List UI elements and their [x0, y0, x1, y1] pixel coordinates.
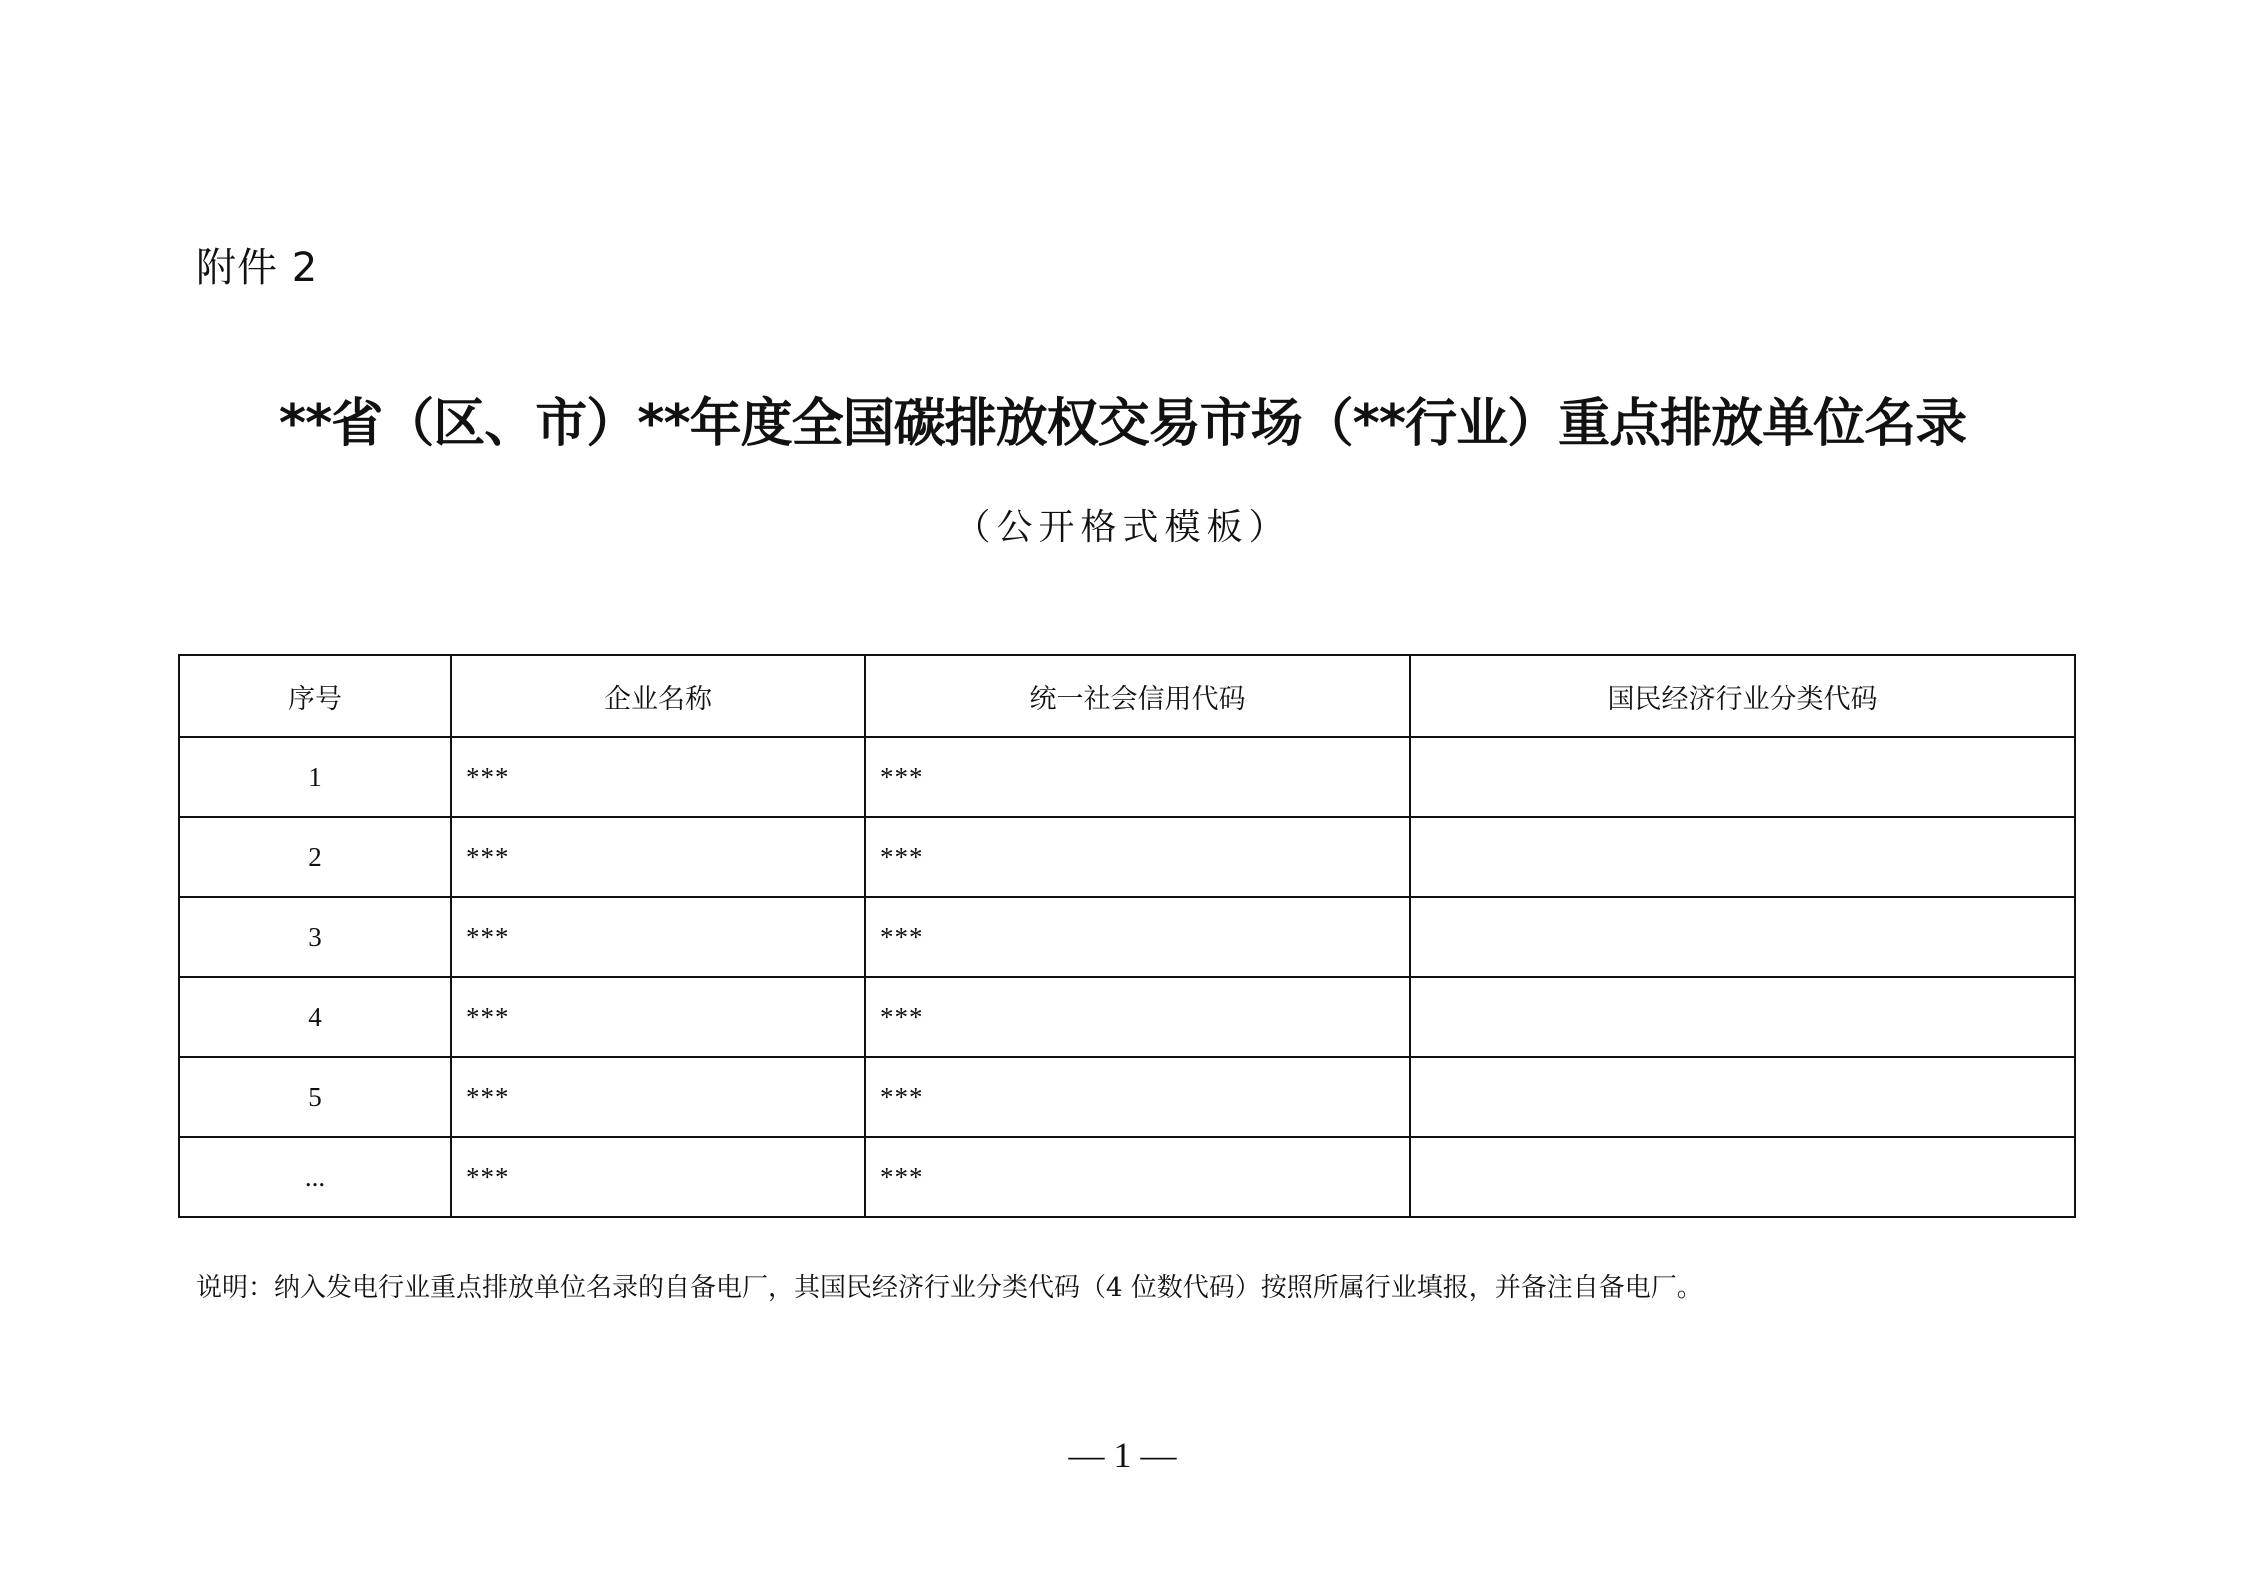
table-row [179, 1057, 2075, 1137]
table-row [179, 977, 2075, 1057]
table-row [179, 817, 2075, 897]
header-seq: 序号 [179, 655, 451, 737]
row-seq: 2 [179, 817, 451, 897]
table-note: 说明：纳入发电行业重点排放单位名录的自备电厂，其国民经济行业分类代码（4 位数代码）按照所属行业填报，并备注自备电厂。 [196, 1273, 1703, 1303]
emission-units-table [178, 654, 2076, 1218]
table-row [179, 737, 2075, 817]
row-company-name: *** [451, 737, 865, 817]
row-industry-code [1410, 897, 2075, 977]
document-title: **省（区、市）**年度全国碳排放权交易市场（**行业）重点排放单位名录 [278, 394, 1967, 454]
header-company-name: 企业名称 [451, 655, 865, 737]
row-company-name: *** [451, 817, 865, 897]
row-seq: ... [179, 1137, 451, 1217]
table-row [179, 1137, 2075, 1217]
row-industry-code [1410, 1057, 2075, 1137]
row-seq: 1 [179, 737, 451, 817]
attachment-label: 附件 2 [196, 245, 319, 291]
document-subtitle: （公开格式模板） [954, 507, 1291, 548]
row-industry-code [1410, 737, 2075, 817]
row-credit-code: *** [865, 897, 1410, 977]
row-seq: 3 [179, 897, 451, 977]
header-industry-code: 国民经济行业分类代码 [1410, 655, 2075, 737]
table-header-row [179, 655, 2075, 737]
row-industry-code [1410, 817, 2075, 897]
row-credit-code: *** [865, 977, 1410, 1057]
row-industry-code [1410, 1137, 2075, 1217]
header-credit-code: 统一社会信用代码 [865, 655, 1410, 737]
row-seq: 4 [179, 977, 451, 1057]
row-company-name: *** [451, 897, 865, 977]
row-industry-code [1410, 977, 2075, 1057]
row-company-name: *** [451, 1137, 865, 1217]
page-number: — 1 — [1068, 1435, 1177, 1475]
row-credit-code: *** [865, 1057, 1410, 1137]
row-company-name: *** [451, 1057, 865, 1137]
row-seq: 5 [179, 1057, 451, 1137]
row-credit-code: *** [865, 817, 1410, 897]
table-row [179, 897, 2075, 977]
row-company-name: *** [451, 977, 865, 1057]
row-credit-code: *** [865, 737, 1410, 817]
row-credit-code: *** [865, 1137, 1410, 1217]
